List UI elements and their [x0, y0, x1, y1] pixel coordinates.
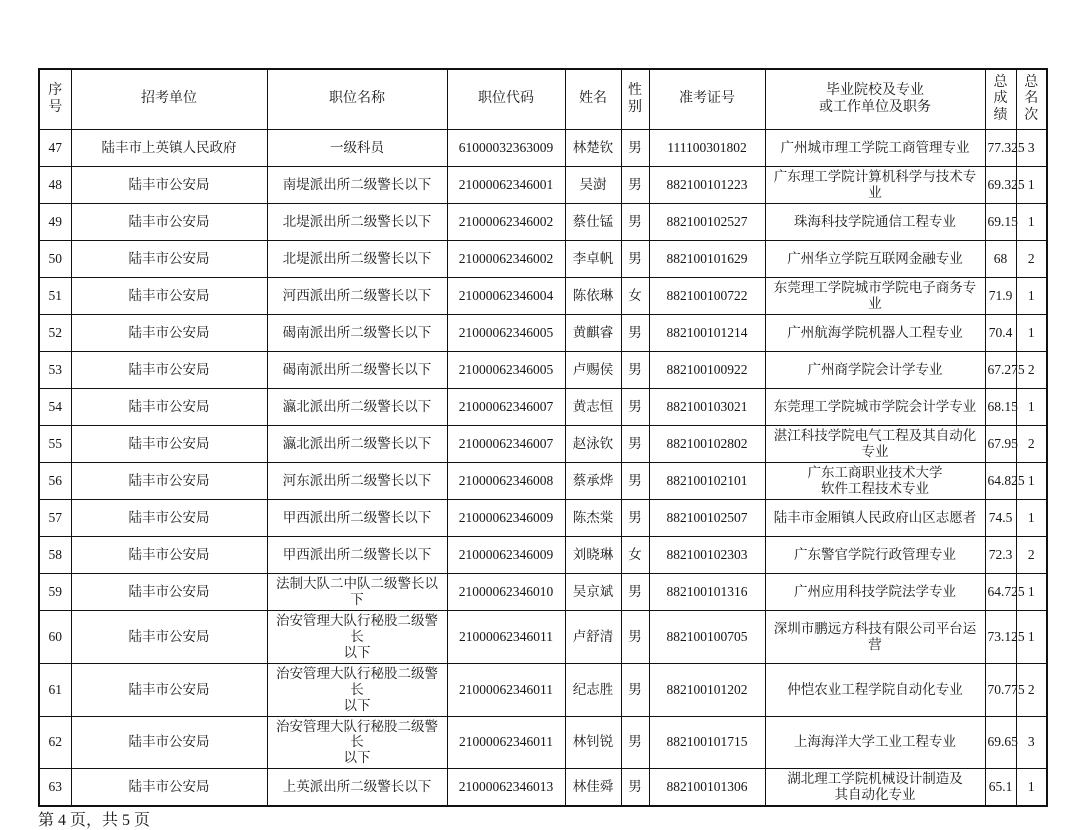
cell-position-code: 21000062346009	[447, 537, 565, 574]
cell-sequence: 55	[39, 426, 71, 463]
cell-total-rank: 1	[1016, 574, 1047, 611]
table-row	[39, 241, 1047, 278]
cell-recruiting-unit: 陆丰市公安局	[71, 574, 267, 611]
cell-position-code: 21000062346007	[447, 389, 565, 426]
cell-sequence: 61	[39, 663, 71, 716]
cell-position-code: 21000062346002	[447, 241, 565, 278]
cell-total-rank: 3	[1016, 716, 1047, 769]
cell-recruiting-unit: 陆丰市公安局	[71, 241, 267, 278]
cell-total-score: 74.5	[985, 500, 1016, 537]
cell-gender: 男	[621, 204, 649, 241]
cell-total-score: 77.325	[985, 130, 1016, 167]
cell-position-code: 21000062346001	[447, 167, 565, 204]
cell-school-major: 广东警官学院行政管理专业	[765, 537, 985, 574]
cell-gender: 男	[621, 426, 649, 463]
cell-total-score: 73.125	[985, 611, 1016, 664]
cell-position-code: 21000062346011	[447, 716, 565, 769]
cell-recruiting-unit: 陆丰市公安局	[71, 426, 267, 463]
cell-school-major	[765, 769, 985, 807]
cell-recruiting-unit: 陆丰市公安局	[71, 278, 267, 315]
cell-position-name	[267, 663, 447, 716]
cell-position-name-line2: 以下	[343, 697, 371, 713]
cell-total-score: 69.15	[985, 204, 1016, 241]
cell-sequence: 63	[39, 769, 71, 807]
cell-position-code: 21000062346004	[447, 278, 565, 315]
cell-total-score: 69.65	[985, 716, 1016, 769]
cell-sequence: 59	[39, 574, 71, 611]
cell-position-name: 南堤派出所二级警长以下	[267, 167, 447, 204]
column-header-school-major: 毕业院校及专业 或工作单位及职务	[765, 69, 985, 130]
table-row	[39, 463, 1047, 500]
cell-position-code: 21000062346002	[447, 204, 565, 241]
cell-total-rank: 1	[1016, 204, 1047, 241]
cell-name: 蔡承烨	[565, 463, 621, 500]
cell-position-name: 北堤派出所二级警长以下	[267, 204, 447, 241]
cell-gender: 女	[621, 537, 649, 574]
cell-position-name-text	[276, 719, 438, 766]
cell-sequence: 47	[39, 130, 71, 167]
table-row	[39, 663, 1047, 716]
cell-exam-ticket-number: 111100301802	[649, 130, 765, 167]
cell-position-code: 21000062346005	[447, 352, 565, 389]
cell-exam-ticket-number: 882100101214	[649, 315, 765, 352]
cell-school-major-line2: 软件工程技术专业	[821, 481, 929, 496]
cell-school-major: 上海海洋大学工业工程专业	[765, 716, 985, 769]
cell-recruiting-unit: 陆丰市公安局	[71, 500, 267, 537]
cell-sequence: 60	[39, 611, 71, 664]
cell-recruiting-unit: 陆丰市公安局	[71, 352, 267, 389]
cell-school-major	[765, 463, 985, 500]
cell-total-rank: 2	[1016, 426, 1047, 463]
cell-recruiting-unit: 陆丰市公安局	[71, 611, 267, 664]
cell-total-rank: 1	[1016, 500, 1047, 537]
cell-total-score: 67.275	[985, 352, 1016, 389]
cell-sequence: 62	[39, 716, 71, 769]
cell-total-rank: 1	[1016, 463, 1047, 500]
table-row	[39, 537, 1047, 574]
cell-exam-ticket-number: 882100100705	[649, 611, 765, 664]
cell-exam-ticket-number: 882100102802	[649, 426, 765, 463]
cell-recruiting-unit: 陆丰市公安局	[71, 389, 267, 426]
cell-position-code: 21000062346010	[447, 574, 565, 611]
cell-position-name: 河东派出所二级警长以下	[267, 463, 447, 500]
table-row	[39, 204, 1047, 241]
cell-sequence: 51	[39, 278, 71, 315]
cell-position-code: 21000062346008	[447, 463, 565, 500]
cell-total-score: 70.4	[985, 315, 1016, 352]
cell-recruiting-unit: 陆丰市公安局	[71, 663, 267, 716]
cell-sequence: 54	[39, 389, 71, 426]
cell-school-major: 东莞理工学院城市学院会计学专业	[765, 389, 985, 426]
cell-exam-ticket-number: 882100101629	[649, 241, 765, 278]
column-header-position-name: 职位名称	[267, 69, 447, 130]
cell-name: 卢舒清	[565, 611, 621, 664]
cell-name: 陈杰棠	[565, 500, 621, 537]
cell-position-name: 法制大队二中队二级警长以下	[267, 574, 447, 611]
cell-name: 赵泳钦	[565, 426, 621, 463]
cell-position-name-line2: 以下	[343, 750, 371, 766]
cell-total-score: 64.825	[985, 463, 1016, 500]
table-row	[39, 167, 1047, 204]
cell-gender: 男	[621, 167, 649, 204]
cell-position-name: 上英派出所二级警长以下	[267, 769, 447, 807]
cell-sequence: 52	[39, 315, 71, 352]
column-header-sequence: 序 号	[39, 69, 71, 130]
column-header-gender: 性 别	[621, 69, 649, 130]
cell-gender: 男	[621, 241, 649, 278]
cell-recruiting-unit: 陆丰市公安局	[71, 537, 267, 574]
cell-recruiting-unit: 陆丰市公安局	[71, 167, 267, 204]
cell-position-name: 甲西派出所二级警长以下	[267, 537, 447, 574]
cell-exam-ticket-number: 882100101316	[649, 574, 765, 611]
cell-name: 李卓帆	[565, 241, 621, 278]
table-row	[39, 574, 1047, 611]
cell-school-major: 陆丰市金厢镇人民政府山区志愿者	[765, 500, 985, 537]
cell-position-name	[267, 611, 447, 664]
cell-school-major: 广州华立学院互联网金融专业	[765, 241, 985, 278]
cell-gender: 男	[621, 352, 649, 389]
table-header	[39, 69, 1047, 130]
cell-total-rank: 2	[1016, 537, 1047, 574]
column-header-name: 姓名	[565, 69, 621, 130]
cell-position-code: 21000062346005	[447, 315, 565, 352]
table-row	[39, 611, 1047, 664]
table-row	[39, 426, 1047, 463]
cell-total-score: 68	[985, 241, 1016, 278]
cell-exam-ticket-number: 882100102303	[649, 537, 765, 574]
cell-school-major: 珠海科技学院通信工程专业	[765, 204, 985, 241]
column-header-total-rank: 总 名次	[1016, 69, 1047, 130]
cell-gender: 男	[621, 389, 649, 426]
cell-school-major: 仲恺农业工程学院自动化专业	[765, 663, 985, 716]
cell-recruiting-unit: 陆丰市公安局	[71, 204, 267, 241]
cell-name: 林楚钦	[565, 130, 621, 167]
cell-position-code: 21000062346011	[447, 663, 565, 716]
cell-gender: 女	[621, 278, 649, 315]
cell-position-name: 一级科员	[267, 130, 447, 167]
cell-name: 陈依琳	[565, 278, 621, 315]
cell-gender: 男	[621, 463, 649, 500]
cell-school-major: 广州商学院会计学专业	[765, 352, 985, 389]
cell-recruiting-unit: 陆丰市上英镇人民政府	[71, 130, 267, 167]
cell-exam-ticket-number: 882100101715	[649, 716, 765, 769]
page-footer: 第 4 页，共 5 页	[38, 812, 151, 830]
cell-total-score: 65.1	[985, 769, 1016, 807]
cell-total-score: 67.95	[985, 426, 1016, 463]
cell-total-rank: 2	[1016, 241, 1047, 278]
column-header-recruiting-unit: 招考单位	[71, 69, 267, 130]
cell-total-score: 64.725	[985, 574, 1016, 611]
cell-exam-ticket-number: 882100101223	[649, 167, 765, 204]
cell-position-code: 21000062346009	[447, 500, 565, 537]
cell-total-rank: 1	[1016, 278, 1047, 315]
cell-name: 刘晓琳	[565, 537, 621, 574]
table-row	[39, 352, 1047, 389]
table-body	[39, 130, 1047, 807]
cell-recruiting-unit: 陆丰市公安局	[71, 716, 267, 769]
cell-exam-ticket-number: 882100102507	[649, 500, 765, 537]
cell-position-name-text	[276, 613, 438, 660]
cell-recruiting-unit: 陆丰市公安局	[71, 463, 267, 500]
cell-school-major: 广州城市理工学院工商管理专业	[765, 130, 985, 167]
cell-exam-ticket-number: 882100101202	[649, 663, 765, 716]
cell-school-major-text	[808, 465, 943, 496]
cell-position-name-line1: 治安管理大队行秘股二级警长	[276, 613, 438, 644]
cell-exam-ticket-number: 882100103021	[649, 389, 765, 426]
cell-sequence: 53	[39, 352, 71, 389]
table-row	[39, 278, 1047, 315]
cell-gender: 男	[621, 130, 649, 167]
cell-name: 林钊锐	[565, 716, 621, 769]
cell-school-major-line1: 湖北理工学院机械设计制造及	[787, 771, 963, 787]
cell-name: 林佳舜	[565, 769, 621, 807]
cell-total-score: 72.3	[985, 537, 1016, 574]
cell-position-name-text	[276, 666, 438, 713]
cell-recruiting-unit: 陆丰市公安局	[71, 769, 267, 807]
cell-gender: 男	[621, 716, 649, 769]
cell-position-name-line1: 治安管理大队行秘股二级警长	[276, 718, 438, 750]
cell-school-major: 东莞理工学院城市学院电子商务专业	[765, 278, 985, 315]
cell-exam-ticket-number: 882100100722	[649, 278, 765, 315]
cell-position-name: 甲西派出所二级警长以下	[267, 500, 447, 537]
column-header-position-code: 职位代码	[447, 69, 565, 130]
cell-position-code: 21000062346007	[447, 426, 565, 463]
cell-position-name: 碣南派出所二级警长以下	[267, 315, 447, 352]
cell-exam-ticket-number: 882100102527	[649, 204, 765, 241]
cell-school-major: 广东理工学院计算机科学与技术专业	[765, 167, 985, 204]
cell-position-name: 河西派出所二级警长以下	[267, 278, 447, 315]
cell-exam-ticket-number: 882100100922	[649, 352, 765, 389]
cell-total-rank: 1	[1016, 167, 1047, 204]
cell-total-rank: 1	[1016, 769, 1047, 807]
cell-total-score: 70.775	[985, 663, 1016, 716]
cell-sequence: 56	[39, 463, 71, 500]
table-row	[39, 769, 1047, 807]
cell-gender: 男	[621, 315, 649, 352]
cell-position-name: 瀛北派出所二级警长以下	[267, 426, 447, 463]
cell-total-score: 71.9	[985, 278, 1016, 315]
cell-position-name-line2: 以下	[343, 644, 371, 660]
cell-gender: 男	[621, 611, 649, 664]
cell-gender: 男	[621, 769, 649, 807]
cell-exam-ticket-number: 882100101306	[649, 769, 765, 807]
cell-gender: 男	[621, 663, 649, 716]
cell-total-rank: 3	[1016, 130, 1047, 167]
cell-position-code: 21000062346011	[447, 611, 565, 664]
cell-gender: 男	[621, 574, 649, 611]
table-row	[39, 130, 1047, 167]
cell-school-major: 湛江科技学院电气工程及其自动化专业	[765, 426, 985, 463]
cell-name: 黄志恒	[565, 389, 621, 426]
table-header-row	[39, 69, 1047, 130]
cell-sequence: 49	[39, 204, 71, 241]
cell-position-code: 21000062346013	[447, 769, 565, 807]
cell-name: 黄麒睿	[565, 315, 621, 352]
column-header-total-score: 总 成绩	[985, 69, 1016, 130]
cell-total-score: 68.15	[985, 389, 1016, 426]
cell-sequence: 50	[39, 241, 71, 278]
cell-school-major-line2: 其自动化专业	[834, 787, 916, 803]
cell-total-rank: 1	[1016, 315, 1047, 352]
column-header-exam-ticket-number: 准考证号	[649, 69, 765, 130]
cell-name: 卢赐侯	[565, 352, 621, 389]
cell-position-name: 碣南派出所二级警长以下	[267, 352, 447, 389]
cell-position-name: 北堤派出所二级警长以下	[267, 241, 447, 278]
candidate-results-table	[38, 68, 1048, 807]
cell-name: 蔡仕锰	[565, 204, 621, 241]
cell-total-rank: 1	[1016, 611, 1047, 664]
cell-total-rank: 1	[1016, 389, 1047, 426]
cell-sequence: 58	[39, 537, 71, 574]
cell-name: 纪志胜	[565, 663, 621, 716]
cell-school-major-line1: 广东工商职业技术大学	[807, 465, 943, 481]
cell-recruiting-unit: 陆丰市公安局	[71, 315, 267, 352]
cell-gender: 男	[621, 500, 649, 537]
table-row	[39, 315, 1047, 352]
cell-school-major-text	[787, 771, 963, 802]
cell-position-name: 瀛北派出所二级警长以下	[267, 389, 447, 426]
cell-exam-ticket-number: 882100102101	[649, 463, 765, 500]
cell-sequence: 57	[39, 500, 71, 537]
cell-sequence: 48	[39, 167, 71, 204]
cell-name: 吴京斌	[565, 574, 621, 611]
cell-school-major: 深圳市鹏远方科技有限公司平台运营	[765, 611, 985, 664]
cell-school-major: 广州航海学院机器人工程专业	[765, 315, 985, 352]
table-row	[39, 389, 1047, 426]
cell-total-rank: 2	[1016, 352, 1047, 389]
cell-position-name-line1: 治安管理大队行秘股二级警长	[276, 665, 438, 697]
table-row	[39, 500, 1047, 537]
cell-position-code: 61000032363009	[447, 130, 565, 167]
cell-name: 吴澍	[565, 167, 621, 204]
cell-school-major: 广州应用科技学院法学专业	[765, 574, 985, 611]
cell-total-score: 69.325	[985, 167, 1016, 204]
cell-total-rank: 2	[1016, 663, 1047, 716]
